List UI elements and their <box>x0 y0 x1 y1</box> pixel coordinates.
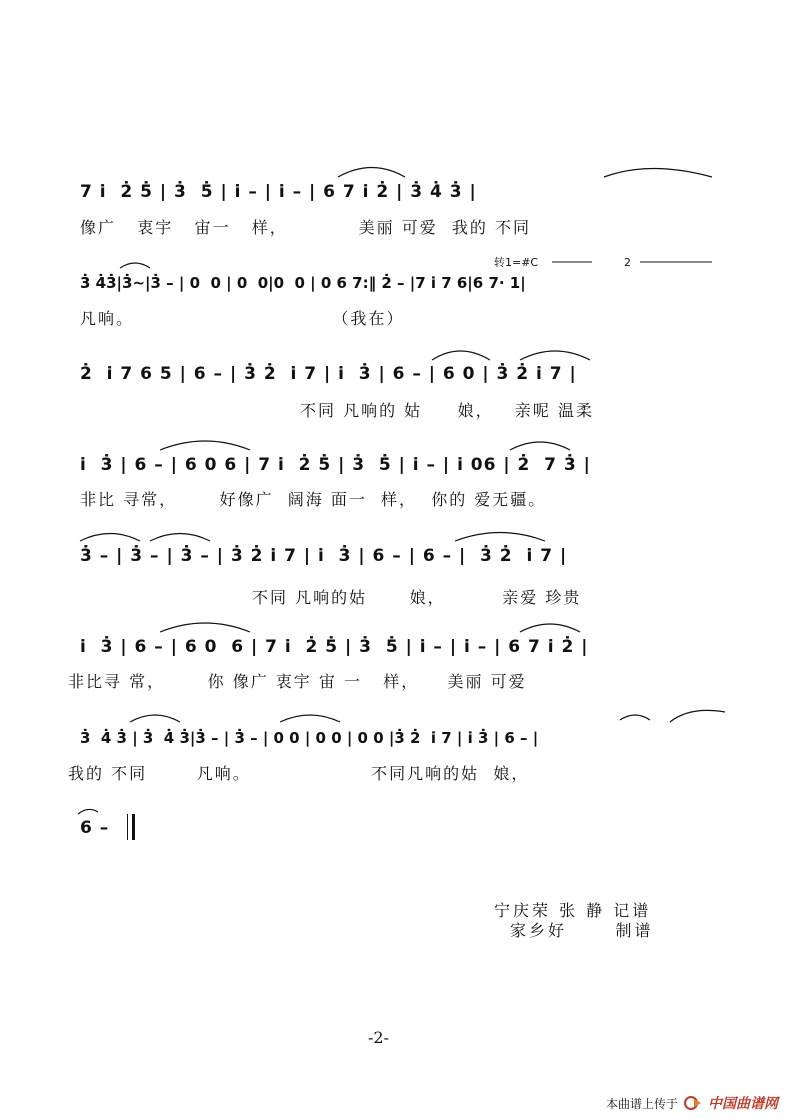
page-number: -2- <box>368 1028 389 1047</box>
key-change-label: 转1=#C <box>494 256 539 269</box>
system-1-notes: 7 i̇ 2̇ 5̇ | 3̇ 5̇ | i̇ – | i̇ – | 6 7 i̇ 2̇ | 3̇ 4̇ 3̇ | <box>80 182 477 202</box>
system-3-lyrics: 不同 凡响的 姑 娘， 亲呢 温柔 <box>300 401 594 420</box>
system-7-notes: 3̇ 4̇ 3̇ | 3̇ 4̇ 3̇|3̇ – | 3̇ – | 0 0 | 0 0 | 0 0 |3̇ 2̇ i̇ 7 | i̇ 3̇ | 6 – | <box>80 729 539 747</box>
system-2-notes: 3̇ 4̇3̇|3̇~|3̇ – | 0 0 | 0 0|0 0 | 0 6 7:‖ 2̇ – |7 i̇ 7 6|6 7· 1| <box>80 274 526 292</box>
footer-watermark <box>606 1093 778 1113</box>
system-6-notes: i̇ 3̇ | 6 – | 6 0 6 | 7 i̇ 2̇ 5̇ | 3̇ 5̇ | i̇ – | i̇ – | 6 7 i̇ 2̇ | <box>80 637 589 657</box>
site-logo-icon <box>684 1096 702 1110</box>
upload-text: 本曲谱上传于 <box>605 1096 678 1111</box>
system-1-lyrics: 像广 衷宇 宙一 样， 美丽 可爱 我的 不同 <box>80 218 531 237</box>
volta-number: 2 <box>624 256 631 269</box>
system-2-lyrics: 凡响。 （我在） <box>80 309 405 328</box>
system-5-lyrics: 不同 凡响的姑 娘， 亲爱 珍贵 <box>252 588 582 607</box>
credit-line-2: 家乡好 制谱 <box>510 921 654 940</box>
system-4-lyrics: 非比 寻常， 好像广 阔海 面一 样， 你的 爱无疆。 <box>80 490 547 509</box>
system-3-notes: 2̇ i̇ 7 6 5 | 6 – | 3̇ 2̇ i̇ 7 | i̇ 3̇ | 6 – | 6 0 | 3̇ 2̇ i̇ 7 | <box>80 364 577 384</box>
system-6-lyrics: 非比寻 常， 你 像广 衷宇 宙 一 样， 美丽 可爱 <box>68 672 527 691</box>
system-8-notes: 6 – <box>80 818 110 838</box>
credit-line-1: 宁庆荣 张 静 记谱 <box>494 901 652 920</box>
system-7-lyrics: 我的 不同 凡响。 不同凡响的姑 娘， <box>68 764 530 783</box>
site-name[interactable]: 中国曲谱网 <box>708 1096 778 1112</box>
system-4-notes: i̇ 3̇ | 6 – | 6 0 6 | 7 i̇ 2̇ 5̇ | 3̇ 5̇ | i̇ – | i̇ 06 | 2̇ 7 3̇ | <box>80 455 591 475</box>
system-5-notes: 3̇ – | 3̇ – | 3̇ – | 3̇ 2̇ i̇ 7 | i̇ 3̇ | 6 – | 6 – | 3̇ 2̇ i̇ 7 | <box>80 546 568 566</box>
